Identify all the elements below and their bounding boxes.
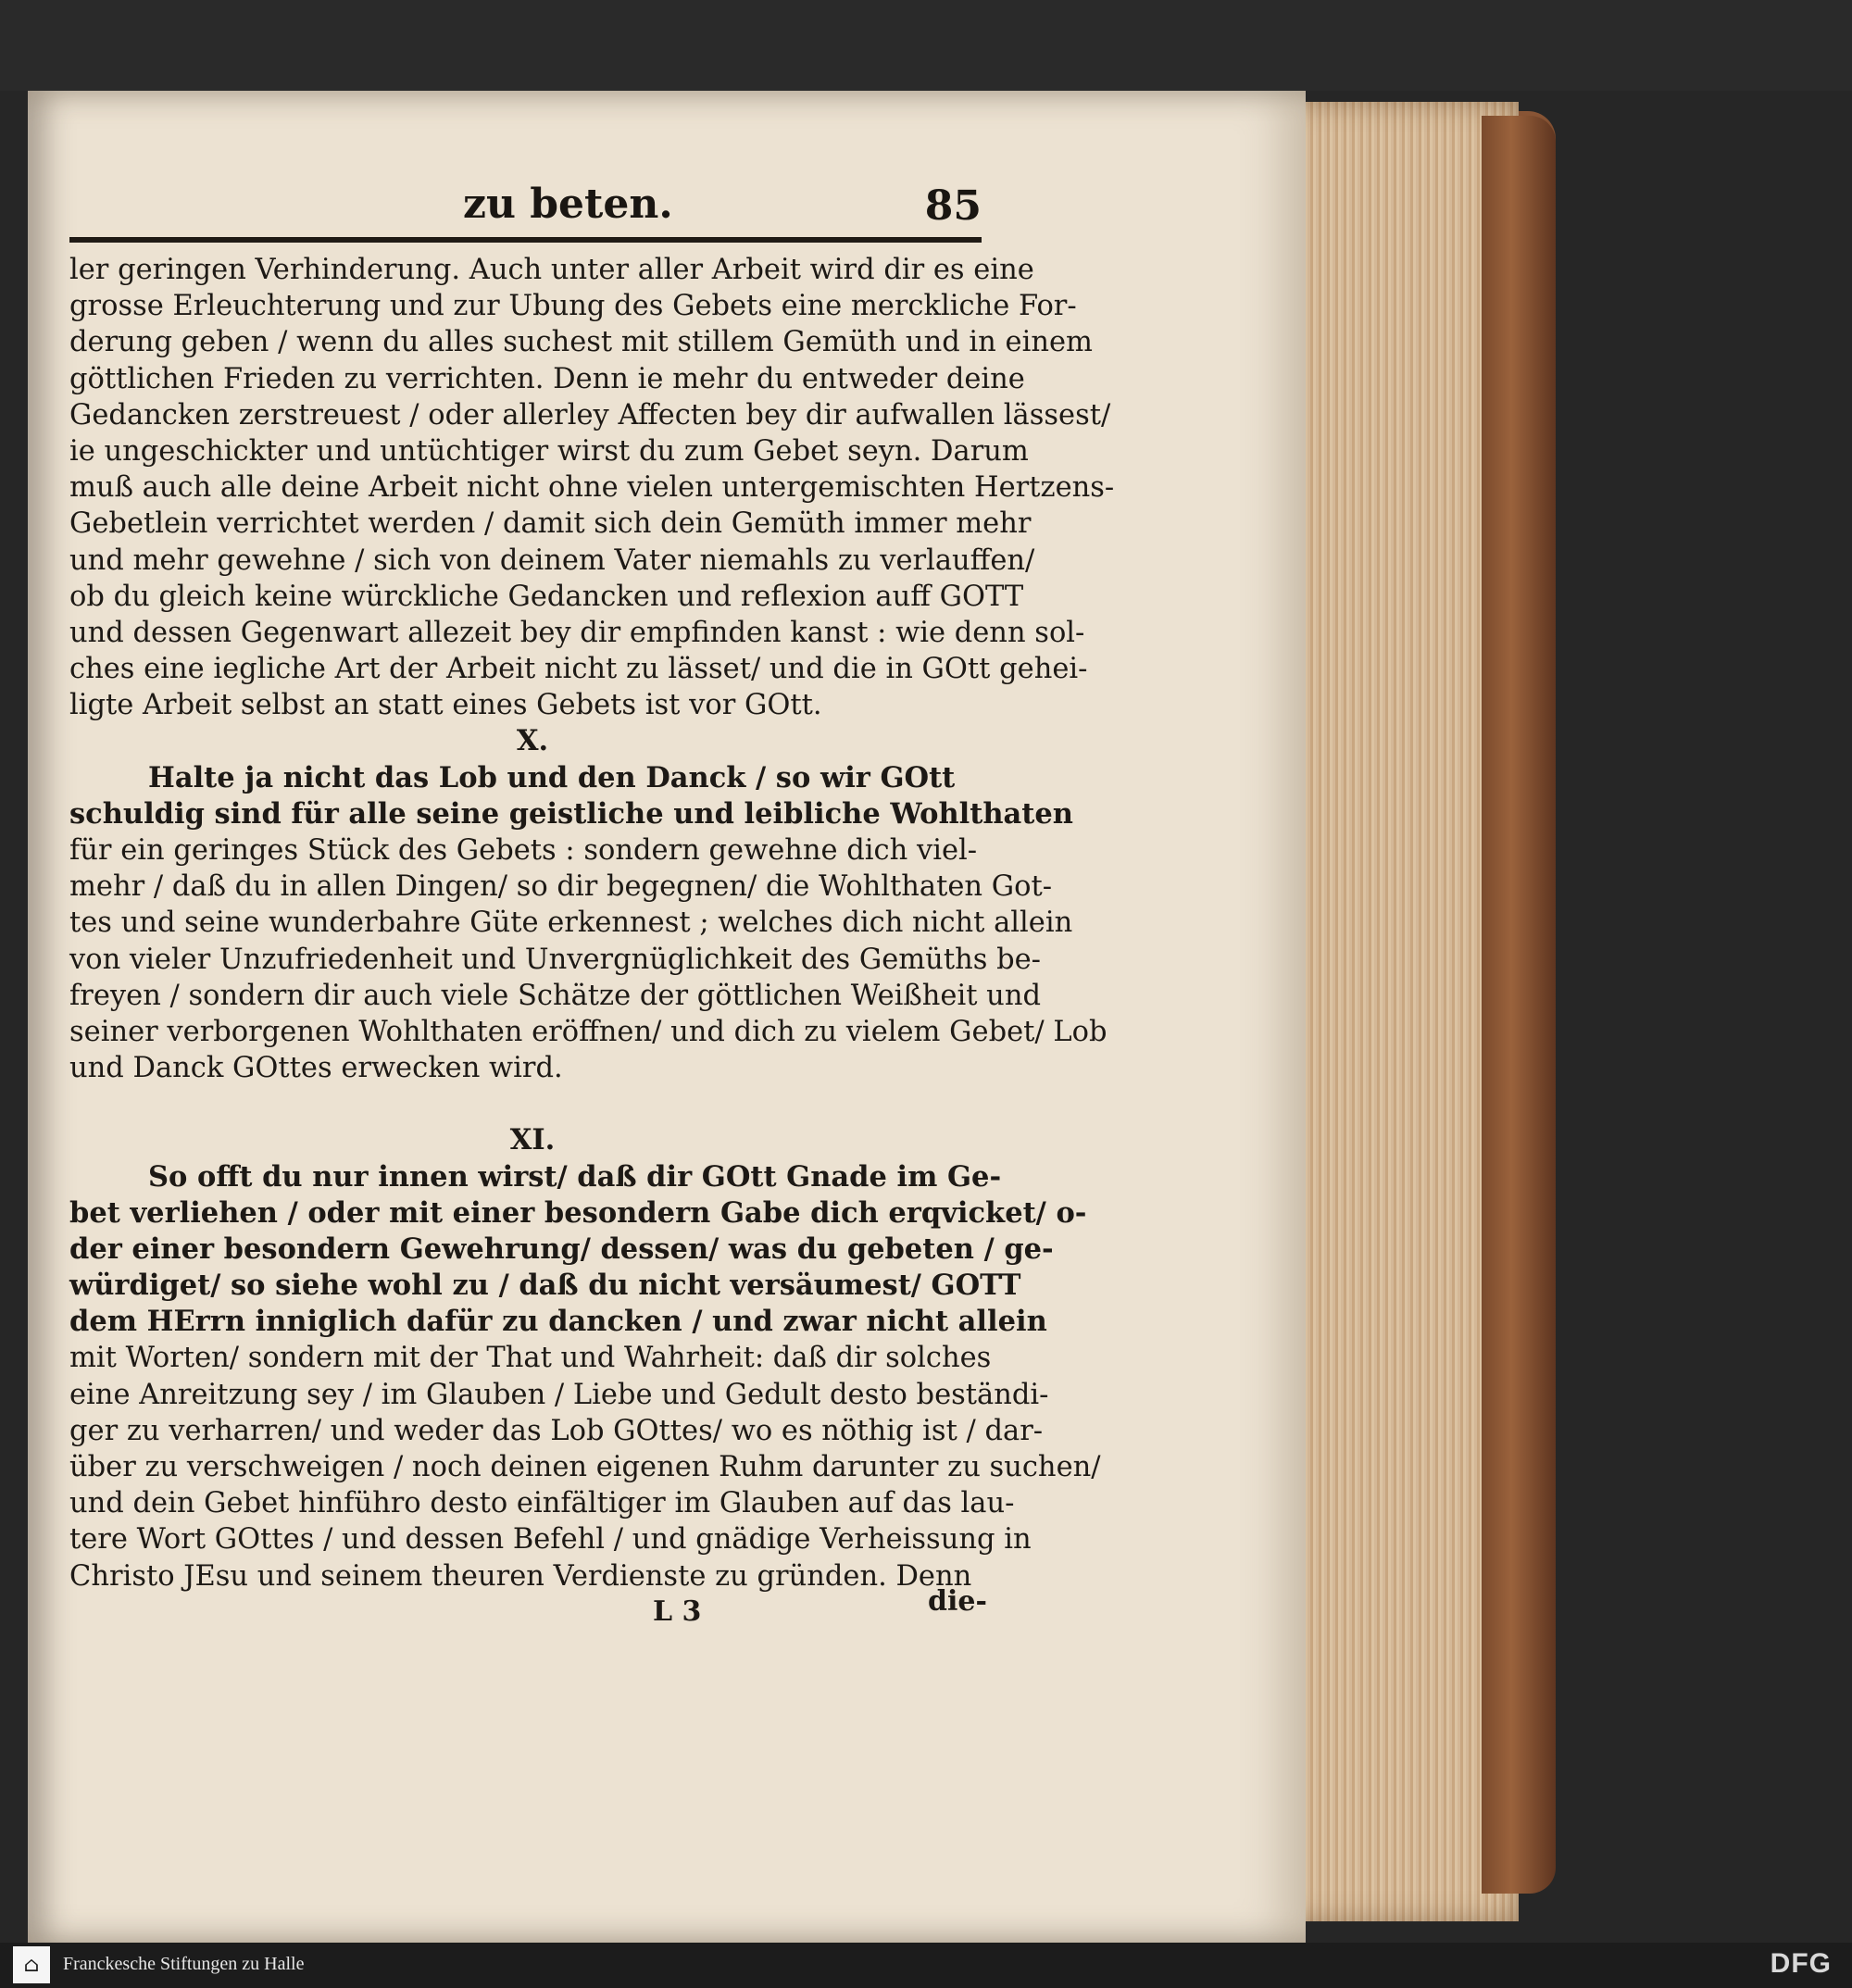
text-line: für ein geringes Stück des Gebets : sondern gewehne dich viel-: [69, 834, 978, 867]
text-line: dem HErrn inniglich dafür zu dancken / und zwar nicht allein: [69, 1305, 1047, 1339]
section-numeral: XI.: [509, 1123, 556, 1157]
text-line: Gedancken zerstreuest / oder allerley Affecten bey dir aufwallen lässest/: [69, 398, 1111, 431]
text-line: freyen / sondern dir auch viele Schätze der göttlichen Weißheit und: [69, 979, 1041, 1012]
running-head: zu beten.: [463, 181, 673, 228]
text-line: Christo JEsu und seinem theuren Verdienste zu gründen. Denn: [69, 1559, 972, 1593]
page-body-text: [69, 252, 1115, 1594]
text-line: würdiget/ so siehe wohl zu / daß du nicht versäumest/ GOTT: [69, 1269, 1021, 1303]
text-line: grosse Erleuchterung und zur Ubung des Gebets eine merckliche For-: [69, 290, 1077, 323]
text-line: mit Worten/ sondern mit der That und Wahrheit: daß dir solches: [69, 1342, 992, 1375]
signature-mark: L 3: [653, 1595, 702, 1628]
text-line: bet verliehen / oder mit einer besondern Gabe dich erqvicket/ o-: [69, 1195, 1087, 1230]
text-line: mehr / daß du in allen Dingen/ so dir begegnen/ die Wohlthaten Got-: [69, 870, 1053, 904]
text-line: göttlichen Frieden zu verrichten. Denn ie mehr du entweder deine: [69, 362, 1025, 395]
text-line: ligte Arbeit selbst an statt eines Gebets ist vor GOtt.: [69, 689, 822, 722]
text-line: Gebetlein verrichtet werden / damit sich dein Gemüth immer mehr: [69, 507, 1032, 541]
text-line: ger zu verharren/ und weder das Lob GOttes/ wo es nöthig ist / dar-: [69, 1414, 1044, 1447]
book-cover-edge: [1482, 116, 1556, 1894]
text-line: So offt du nur innen wirst/ daß dir GOtt Gnade im Ge-: [148, 1159, 1002, 1194]
catchword: die-: [928, 1585, 987, 1618]
text-line: ler geringen Verhinderung. Auch unter aller Arbeit wird dir es eine: [69, 254, 1034, 286]
text-line: schuldig sind für alle seine geistliche und leibliche Wohlthaten: [69, 796, 1073, 831]
viewer-top-band: [0, 0, 1852, 91]
text-line: tere Wort GOttes / und dessen Befehl / und gnädige Verheissung in: [69, 1523, 1032, 1557]
text-line: und dessen Gegenwart allezeit bey dir empfinden kanst : wie denn sol-: [69, 616, 1085, 649]
line-spacer: [69, 1086, 995, 1122]
page-header: [69, 181, 982, 236]
text-line: seiner verborgenen Wohlthaten eröffnen/ und dich zu vielem Gebet/ Lob: [69, 1015, 1107, 1048]
text-line: und dein Gebet hinführo desto einfältiger im Glauben auf das lau-: [69, 1487, 1015, 1520]
text-line: von vieler Unzufriedenheit und Unvergnüglichkeit des Gemüths be-: [69, 943, 1041, 976]
text-line: ie ungeschickter und untüchtiger wirst du zum Gebet seyn. Darum: [69, 434, 1029, 468]
section-numeral: X.: [516, 724, 549, 758]
text-line: ob du gleich keine würckliche Gedancken und reflexion auff GOTT: [69, 580, 1024, 613]
text-line: derung geben / wenn du alles suchest mit stillem Gemüth und in einem: [69, 326, 1093, 359]
dfg-logo[interactable]: DFG: [1770, 1948, 1832, 1979]
text-line: muß auch alle deine Arbeit nicht ohne vielen untergemischten Hertzens-: [69, 471, 1115, 505]
text-line: und Danck GOttes erwecken wird.: [69, 1052, 563, 1085]
institution-logo-icon[interactable]: ⌂: [13, 1946, 50, 1983]
text-line: und mehr gewehne / sich von deinem Vater niemahls zu verlauffen/: [69, 544, 1035, 577]
text-line: Halte ja nicht das Lob und den Danck / so wir GOtt: [148, 760, 956, 794]
text-line: tes und seine wunderbahre Güte erkennest ; welches dich nicht allein: [69, 906, 1073, 940]
header-rule: [69, 237, 982, 243]
page-number: 85: [924, 182, 982, 230]
text-line: ches eine iegliche Art der Arbeit nicht zu lässet/ und die in GOtt gehei-: [69, 653, 1088, 686]
text-line: eine Anreitzung sey / im Glauben / Liebe und Gedult desto beständi-: [69, 1378, 1049, 1411]
text-line: der einer besondern Gewehrung/ dessen/ was du gebeten / ge-: [69, 1232, 1054, 1266]
text-line: über zu verschweigen / noch deinen eigenen Ruhm darunter zu suchen/: [69, 1451, 1101, 1483]
institution-name[interactable]: Franckesche Stiftungen zu Halle: [63, 1954, 305, 1974]
viewer-footer: [0, 1943, 1852, 1988]
